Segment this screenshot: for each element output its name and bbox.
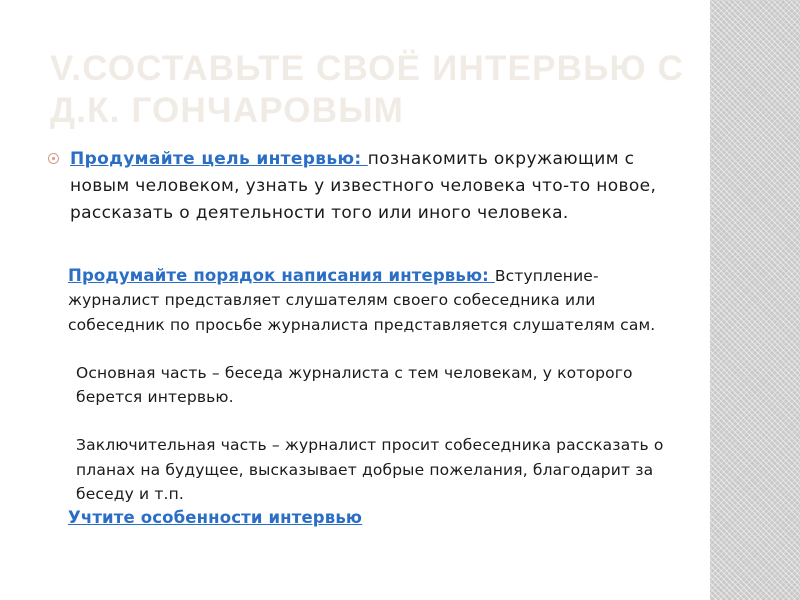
order-intro-text: Вступление-журналист представляет слушателям своего собеседника или собеседник по просьбе журналиста представляется слушателям сам. [68, 267, 656, 334]
decorative-stripe [710, 0, 800, 600]
bullet-paragraph [70, 146, 688, 227]
order-final-paragraph: Заключительная часть – журналист просит собеседника рассказать о планах на будущее, высказывает добрые пожелания, благодарит за беседу и т.п. [76, 436, 664, 504]
features-link[interactable]: Учтите особенности интервью [68, 508, 363, 528]
bullet-circle-icon [48, 153, 59, 164]
bullet-item-goal [48, 146, 688, 227]
goal-text: познакомить окружающим с новым человеком, узнать у известного человека что-то новое, рассказать о деятельности того или иного человека. [70, 149, 657, 223]
slide-title: V.СОСТАВЬТЕ СВОЁ ИНТЕРВЬЮ С Д.К. ГОНЧАРОВЫМ [50, 49, 685, 130]
order-main-paragraph: Основная часть – беседа журналиста с тем человекам, у которого берется интервью. [76, 363, 633, 407]
order-intro-paragraph [68, 264, 678, 337]
goal-link[interactable]: Продумайте цель интервью: [70, 149, 368, 169]
order-section [68, 264, 678, 531]
order-link[interactable]: Продумайте порядок написания интервью: [68, 266, 495, 285]
